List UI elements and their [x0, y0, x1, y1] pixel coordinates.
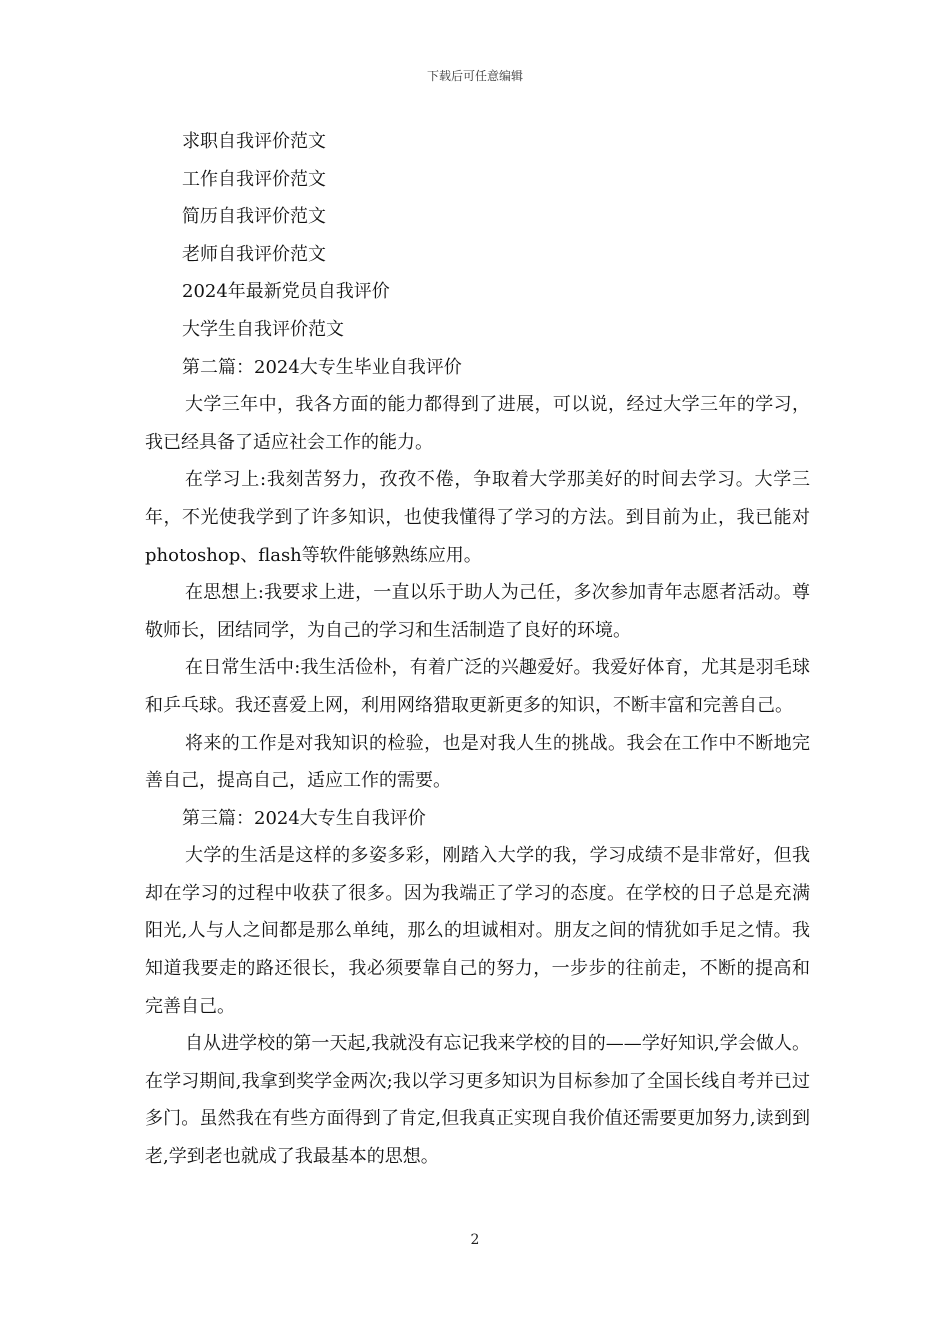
paragraph: 大学的生活是这样的多姿多彩，刚踏入大学的我，学习成绩不是非常好，但我却在学习的过程中收获了很多。因为我端正了学习的态度。在学校的日子总是充满阳光,人与人之间都是那么单纯，那么的坦诚相对。朋友之间的情犹如手足之情。我知道我要走的路还很长，我必须要靠自己的努力，一步步的往前走，不断的提高和完善自己。 [145, 845, 810, 1017]
document-body [145, 123, 810, 1176]
list-item: 老师自我评价范文 [182, 243, 326, 265]
paragraph: 在学习上:我刻苦努力，孜孜不倦，争取着大学那美好的时间去学习。大学三年，不光使我学到了许多知识，也使我懂得了学习的方法。到目前为止，我已能对photoshop、flash等软件能够熟练应用。 [145, 469, 810, 566]
list-item: 工作自我评价范文 [182, 168, 326, 190]
section-2-title: 第二篇：2024大专生毕业自我评价 [182, 356, 462, 378]
paragraph: 在日常生活中:我生活俭朴，有着广泛的兴趣爱好。我爱好体育，尤其是羽毛球和乒乓球。我还喜爱上网，利用网络猎取更新更多的知识，不断丰富和完善自己。 [145, 657, 810, 716]
list-item: 大学生自我评价范文 [182, 318, 344, 340]
paragraph: 在思想上:我要求上进，一直以乐于助人为己任，多次参加青年志愿者活动。尊敬师长，团结同学，为自己的学习和生活制造了良好的环境。 [145, 582, 810, 641]
list-item: 简历自我评价范文 [182, 206, 326, 228]
page-header: 下载后可任意编辑 [426, 69, 523, 83]
paragraph: 大学三年中，我各方面的能力都得到了进展，可以说，经过大学三年的学习，我已经具备了适应社会工作的能力。 [145, 394, 810, 453]
section-3-title: 第三篇：2024大专生自我评价 [182, 807, 426, 829]
paragraph: 将来的工作是对我知识的检验，也是对我人生的挑战。我会在工作中不断地完善自己，提高自己，适应工作的需要。 [145, 732, 810, 792]
list-item: 2024年最新党员自我评价 [182, 281, 390, 303]
paragraph: 自从进学校的第一天起,我就没有忘记我来学校的目的——学好知识,学会做人。在学习期间,我拿到奖学金两次;我以学习更多知识为目标参加了全国长线自考并已过多门。虽然我在有些方面得到了肯定,但我真正实现自我价值还需要更加努力,读到到老,学到老也就成了我最基本的思想。 [145, 1033, 810, 1168]
page-number: 2 [470, 1232, 480, 1248]
list-item: 求职自我评价范文 [182, 131, 326, 152]
